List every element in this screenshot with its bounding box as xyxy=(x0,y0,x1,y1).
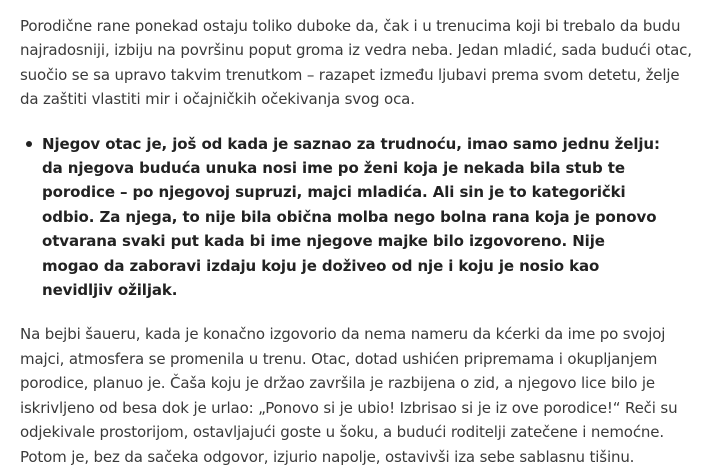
intro-paragraph: Porodične rane ponekad ostaju toliko duboke da, čak i u trenucima koji bi trebalo da budu najradosniji, izbiju na površinu poput groma iz vedra neba. Jedan mladić, sada budući otac, suočio se sa upravo takvim trenutkom – razapet između ljubavi prema svom detetu, želje da zaštiti vlastiti mir i očajničkih očekivanja svog oca. xyxy=(20,17,692,109)
bullet-text: Njegov otac je, još od kada je saznao za trudnoću, imao samo jednu želju: da njegova buduća unuka nosi ime po ženi koja je nekada bila stub te porodice – po njegovoj supruzi, majci mladića. Ali sin je to kategorički odbio. Za njega, to nije bila obična molba nego bolna rana koja je ponovo otvarana svaki put kada bi ime njegove majke bilo izgovoreno. Nije mogao da zaboravi izdaju koju je doživeo od nje i koju je nosio kao nevidljiv ožiljak. xyxy=(42,134,660,300)
list-item xyxy=(42,132,696,303)
bullet-dot-icon xyxy=(26,141,32,147)
bullet-list xyxy=(20,132,696,303)
body-paragraph: Na bejbi šaueru, kada je konačno izgovorio da nema nameru da kćerki da ime po svojoj majci, atmosfera se promenila u trenu. Otac, dotad ushićen pripremama i okupljanjem porodice, planuo je. Čaša koju je držao završila je razbijena o zid, a njegovo lice bilo je iskrivljeno od besa dok je urlao: „Ponovo si je ubio! Izbrisao si je iz ove porodice!“ Reči su odjekivale prostorijom, ostavljajući goste u šoku, a budući roditelji zatečene i nemoćne. Potom je, bez da sačeka odgovor, izjurio napolje, ostavivši iza sebe sablasnu tišinu. xyxy=(20,325,678,466)
